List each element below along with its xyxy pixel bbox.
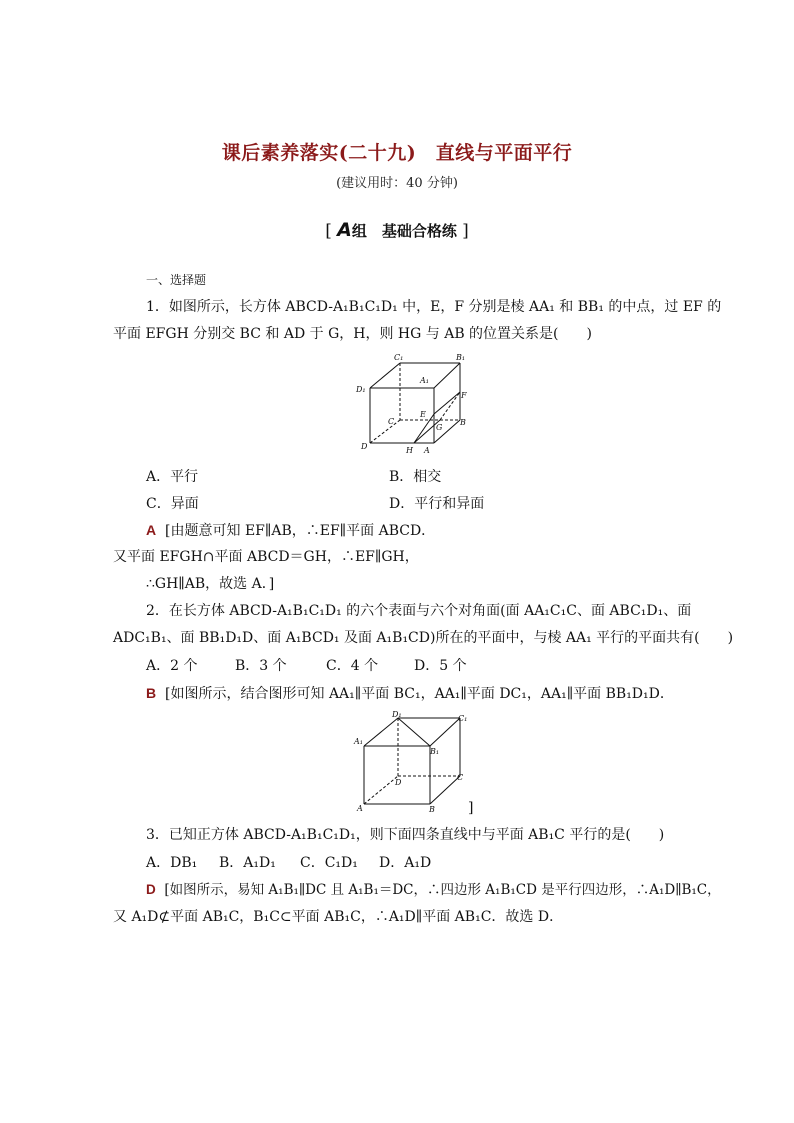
q2-option-c: C．4 个 [326, 658, 379, 674]
q1-explanation-line3: ∴GH∥AB，故选 A．] [146, 576, 275, 592]
section-heading: 一、选择题 [146, 273, 207, 287]
q1-label-f: F [461, 391, 467, 400]
q2-text-line1: 2．在长方体 ABCD-A₁B₁C₁D₁ 的六个表面与六个对角面(面 AA₁C₁C、面 ABC₁D₁、面 [146, 603, 692, 619]
q1-explanation-line1 [146, 520, 435, 541]
q2-option-b: B．3 个 [235, 658, 287, 674]
page-title: 课后素养落实(二十九) 直线与平面平行 [221, 142, 573, 164]
q1-label-b1: B₁ [456, 353, 466, 362]
q1-text-line1: 1．如图所示，长方体 ABCD-A₁B₁C₁D₁ 中，E，F 分别是棱 AA₁ 和 BB₁ 的中点，过 EF 的 [146, 299, 722, 315]
q3-option-c: C．C₁D₁ [300, 855, 358, 871]
q1-text-line2: 平面 EFGH 分别交 BC 和 AD 于 G，H，则 HG 与 AB 的位置关系是( ) [113, 326, 592, 342]
q1-label-a1: A₁ [420, 376, 429, 385]
q1-option-a: A．平行 [146, 469, 199, 485]
q2-option-a: A．2 个 [146, 658, 198, 674]
group-title: 组 基础合格练 [351, 222, 457, 240]
q1-label-g: G [436, 423, 443, 432]
q2-explanation-close: ] [468, 800, 474, 816]
q1-option-c: C．异面 [146, 496, 199, 512]
q1-explanation-line2: 又平面 EFGH∩平面 ABCD＝GH，∴EF∥GH， [113, 549, 419, 565]
q1-label-h: H [406, 446, 413, 455]
q1-label-a: A [424, 446, 430, 455]
q2-label-d: D [395, 778, 402, 787]
group-bracket-left: [ [325, 221, 332, 241]
q2-figure-cuboid [352, 708, 477, 814]
q2-label-a: A [357, 804, 363, 813]
group-heading [0, 219, 794, 241]
q3-explain-text1: [如图所示，易知 A₁B₁∥DC 且 A₁B₁＝DC，∴四边形 A₁B₁CD 是平行四边形，∴A₁D∥B₁C， [164, 882, 721, 898]
q2-label-b: B [429, 805, 435, 814]
q3-option-b: B．A₁D₁ [219, 855, 276, 871]
q1-label-e: E [420, 410, 426, 419]
q2-explain-text1: [如图所示，结合图形可知 AA₁∥平面 BC₁，AA₁∥平面 DC₁，AA₁∥平面 BB₁D₁D． [165, 686, 674, 702]
q2-label-d1: D₁ [392, 710, 402, 719]
q1-option-d: D．平行和异面 [389, 496, 485, 512]
q1-figure-cuboid [352, 350, 474, 460]
q2-label-c1: C₁ [458, 714, 468, 723]
q1-answer: A [146, 522, 157, 538]
q2-option-d: D．5 个 [414, 658, 467, 674]
group-bracket-right: ] [462, 221, 469, 241]
q2-explanation-line1 [146, 683, 674, 704]
q1-label-b: B [460, 418, 466, 427]
q2-text-line2: ADC₁B₁、面 BB₁D₁D、面 A₁BCD₁ 及面 A₁B₁CD)所在的平面中，与棱 AA₁ 平行的平面共有( ) [113, 630, 734, 646]
q2-label-b1: B₁ [430, 747, 440, 756]
q3-option-a: A．DB₁ [146, 855, 198, 871]
q2-label-c: C [457, 773, 464, 782]
q1-label-c: C [388, 417, 395, 426]
q1-label-c1: C₁ [394, 353, 404, 362]
q3-option-d: D．A₁D [379, 855, 432, 871]
q2-label-a1: A₁ [354, 737, 363, 746]
q1-label-d: D [361, 442, 368, 451]
time-suggestion: (建议用时：40 分钟) [336, 176, 458, 191]
q2-answer: B [146, 685, 157, 701]
q3-explanation-line2: 又 A₁D⊄平面 AB₁C，B₁C⊂平面 AB₁C，∴A₁D∥平面 AB₁C．故选 D． [113, 909, 564, 925]
q3-explanation-line1 [146, 880, 721, 900]
q1-explain-text1: [由题意可知 EF∥AB，∴EF∥平面 ABCD． [165, 523, 436, 539]
group-letter: A [337, 219, 352, 241]
q3-text-line1: 3．已知正方体 ABCD-A₁B₁C₁D₁，则下面四条直线中与平面 AB₁C 平行的是( ) [146, 827, 665, 843]
q1-option-b: B．相交 [389, 469, 442, 485]
q3-answer: D [146, 882, 156, 897]
q1-label-d1: D₁ [356, 385, 366, 394]
